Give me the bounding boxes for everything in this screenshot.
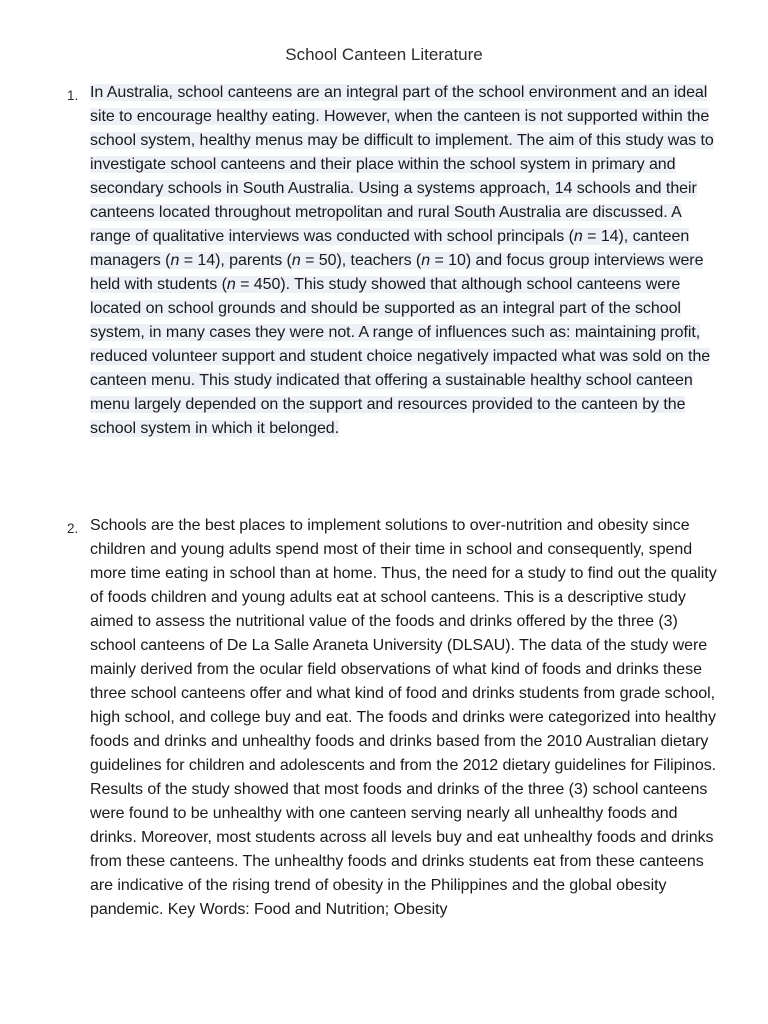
text-segment: = 50), teachers ( [300,252,422,269]
text-segment: = 10) and focus group interviews were held with students ( [90,252,704,293]
page-title: School Canteen Literature [285,45,483,64]
text-segment: = 14), parents ( [179,252,292,269]
list-number: 1. [67,88,79,103]
text-segment: = 14), canteen managers ( [90,228,690,269]
italic-n: n [421,252,431,269]
abstract-paragraph-2: Schools are the best places to implement solutions to over-nutrition and obesity since children and young adults spend most of their time in school and consequently, spend more time eating in school than at home. Thus, the need for a study to find out the quality of foods children and young adults eat at school canteens. This is a descriptive study aimed to assess the nutritional value of the foods and drinks offered by the three (3) school canteens of De La Salle Araneta University (DLSAU). The data of the study were mainly derived from the ocular field observations of what kind of foods and drinks these three school canteens offer and what kind of food and drinks students from grade school, high school, and college buy and eat. The foods and drinks were categorized into healthy foods and drinks and unhealthy foods and drinks based from the 2010 Australian dietary guidelines for children and adolescents and from the 2012 dietary guidelines for Filipinos. Results of the study showed that most foods and drinks of the three (3) school canteens were found to be unhealthy with one canteen serving nearly all unhealthy foods and drinks. Moreover, most students across all levels buy and eat unhealthy foods and drinks from these canteens. The unhealthy foods and drinks students eat from these canteens are indicative of the rising trend of obesity in the Philippines and the global obesity pandemic. Key Words: Food and Nutrition; Obesity [90,517,717,918]
text-segment: = 450). This study showed that although school canteens were located on school grounds and should be supported as an integral part of the school system, in many cases they were not. A range of influences such as: maintaining profit, reduced volunteer support and student choice negatively impacted what was sold on the canteen menu. This study indicated that offering a sustainable healthy school canteen menu largely depended on the support and resources provided to the canteen by the school system in which it belonged. [90,276,711,437]
italic-n: n [226,276,236,293]
text-segment: In Australia, school canteens are an integral part of the school environment and an ideal site to encourage healthy eating. However, when the canteen is not supported within the school system, healthy menus may be difficult to implement. The aim of this study was to investigate school canteens and their place within the school system in primary and secondary schools in South Australia. Using a systems approach, 14 schools and their canteens located throughout metropolitan and rural South Australia are discussed. A range of qualitative interviews was conducted with school principals ( [90,84,714,245]
list-number: 2. [67,521,79,536]
italic-n: n [291,252,301,269]
italic-n: n [573,228,583,245]
italic-n: n [170,252,180,269]
highlighted-text [90,84,714,437]
abstract-paragraph-1 [90,81,722,441]
